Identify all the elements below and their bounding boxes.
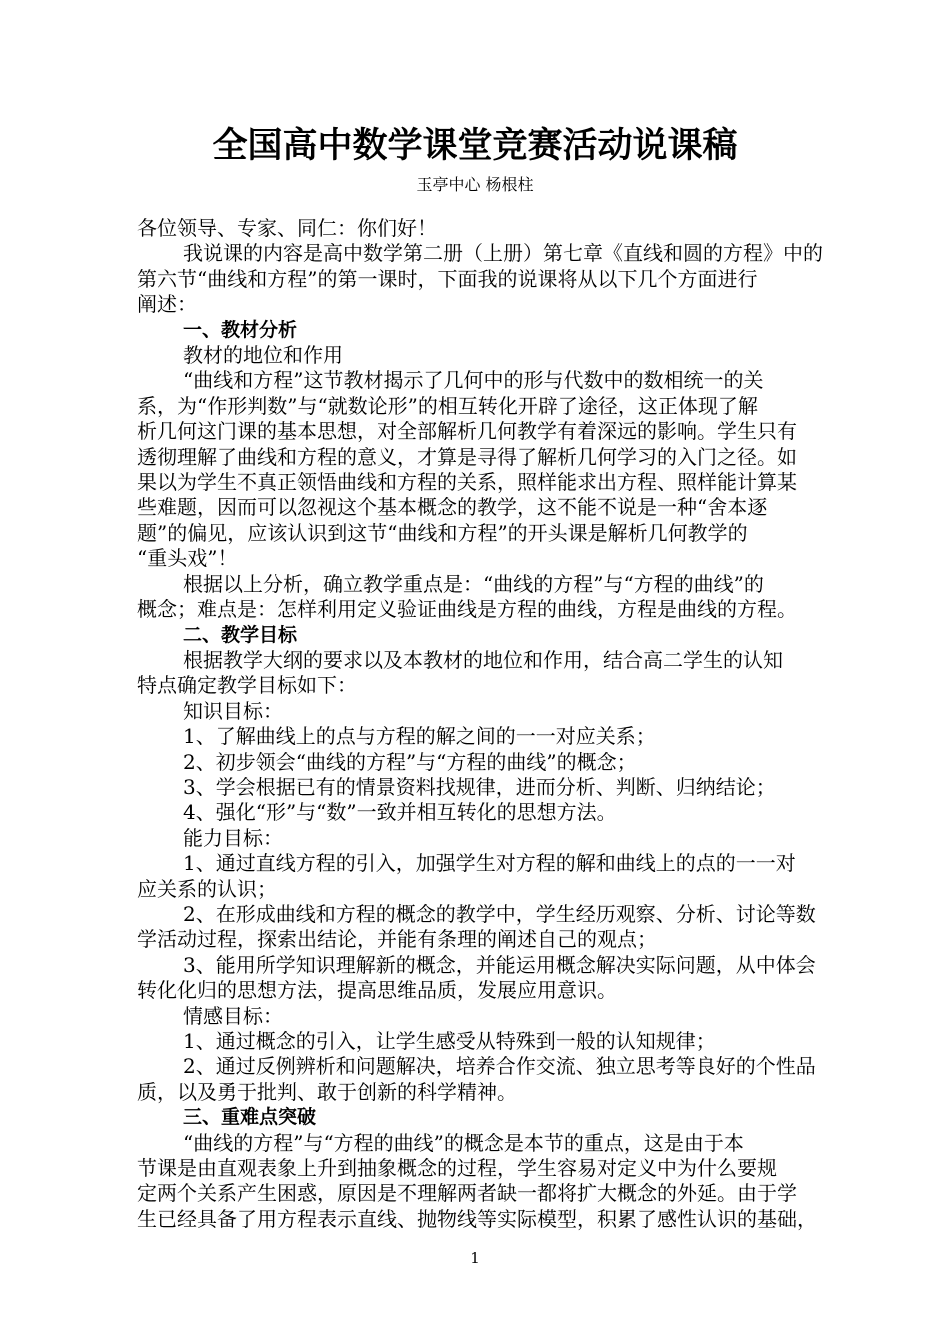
section-heading: 三、重难点突破 (183, 1106, 317, 1129)
section-heading: 二、教学目标 (183, 623, 298, 646)
document-title: 全国高中数学课堂竞赛活动说课稿 (212, 126, 738, 166)
document-body (137, 216, 861, 1232)
document-author: 玉亭中心 杨根柱 (416, 175, 534, 194)
body-text-line: 果以为学生不真正领悟曲线和方程的关系，照样能求出方程、照样能计算某 (137, 470, 797, 495)
body-text-line: “曲线和方程”这节教材揭示了几何中的形与代数中的数相统一的关 (183, 368, 764, 393)
body-text-line: “曲线的方程”与“方程的曲线”的概念是本节的重点，这是由于本 (183, 1130, 744, 1155)
body-text-line: 阐述： (137, 292, 197, 317)
body-text-line: 各位领导、专家、同仁：你们好！ (137, 216, 437, 240)
body-text-line: 我说课的内容是高中数学第二册（上册）第七章《直线和圆的方程》中的 (183, 241, 823, 266)
body-text-line: 知识目标： (183, 698, 283, 723)
body-text-line: 3、能用所学知识理解新的概念，并能运用概念解决实际问题，从中体会 (183, 952, 816, 977)
body-text-line: 转化化归的思想方法，提高思维品质，发展应用意识。 (137, 978, 617, 1003)
section-heading: 一、教材分析 (183, 318, 298, 341)
body-text-line: 根据教学大纲的要求以及本教材的地位和作用，结合高二学生的认知 (183, 647, 783, 672)
body-text-line: 概念；难点是：怎样利用定义验证曲线是方程的曲线，方程是曲线的方程。 (137, 597, 797, 622)
body-text-line: 教材的地位和作用 (183, 343, 343, 368)
body-text-line: 质，以及勇于批判、敢于创新的科学精神。 (137, 1079, 517, 1104)
body-text-line: 根据以上分析，确立教学重点是：“曲线的方程”与“方程的曲线”的 (183, 571, 764, 596)
body-text-line: 1、了解曲线上的点与方程的解之间的一一对应关系； (183, 724, 656, 749)
body-text-line: 学活动过程，探索出结论，并能有条理的阐述自己的观点； (137, 927, 657, 952)
body-text-line: 1、通过概念的引入，让学生感受从特殊到一般的认知规律； (183, 1029, 716, 1053)
page-number: 1 (470, 1249, 480, 1267)
body-text-line: 能力目标： (183, 825, 283, 850)
body-text-line: 定两个关系产生困惑，原因是不理解两者缺一都将扩大概念的外延。由于学 (137, 1181, 797, 1206)
body-text-line: 2、通过反例辨析和问题解决，培养合作交流、独立思考等良好的个性品 (183, 1054, 816, 1079)
body-text-line: 些难题，因而可以忽视这个基本概念的教学，这不能不说是一种“舍本逐 (137, 495, 768, 520)
body-text-line: 系，为“作形判数”与“就数论形”的相互转化开辟了途径，这正体现了解 (137, 393, 758, 418)
body-text-line: 2、初步领会“曲线的方程”与“方程的曲线”的概念； (183, 749, 637, 774)
body-text-line: 题”的偏见，应该认识到这节“曲线和方程”的开头课是解析几何教学的 (137, 520, 748, 545)
body-text-line: 第六节“曲线和方程”的第一课时，下面我的说课将从以下几个方面进行 (137, 266, 758, 291)
body-text-line: 节课是由直观表象上升到抽象概念的过程，学生容易对定义中为什么要规 (137, 1156, 777, 1181)
body-text-line: “重头戏”！ (137, 546, 238, 571)
body-text-line: 应关系的认识； (137, 876, 277, 901)
body-text-line: 析几何这门课的基本思想，对全部解析几何教学有着深远的影响。学生只有 (137, 419, 797, 444)
body-text-line: 2、在形成曲线和方程的概念的教学中，学生经历观察、分析、讨论等数 (183, 901, 816, 926)
body-text-line: 3、学会根据已有的情景资料找规律，进而分析、判断、归纳结论； (183, 774, 776, 799)
body-text-line: 4、强化“形”与“数”一致并相互转化的思想方法。 (183, 800, 617, 825)
body-text-line: 情感目标： (183, 1003, 283, 1028)
body-text-line: 透彻理解了曲线和方程的意义，才算是寻得了解析几何学习的入门之径。如 (137, 444, 797, 469)
body-text-line: 生已经具备了用方程表示直线、抛物线等实际模型，积累了感性认识的基础， (137, 1206, 817, 1231)
body-text-line: 1、通过直线方程的引入，加强学生对方程的解和曲线上的点的一一对 (183, 851, 796, 876)
body-text-line: 特点确定教学目标如下： (137, 673, 357, 698)
